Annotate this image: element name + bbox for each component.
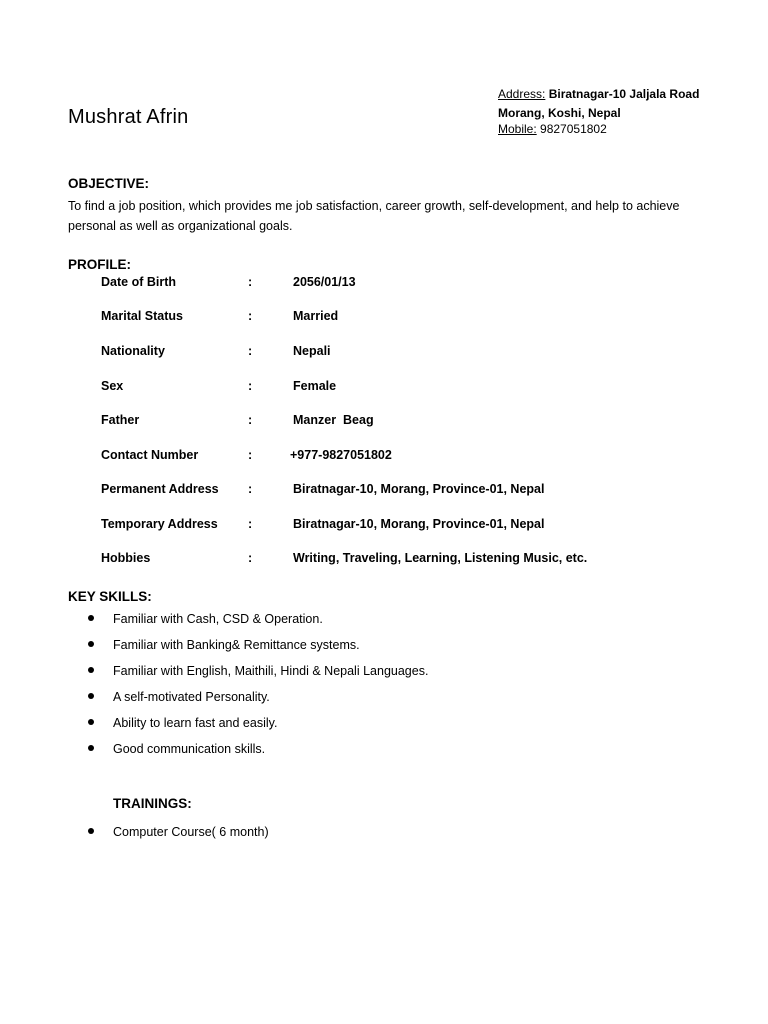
- mobile-value: 9827051802: [540, 122, 607, 136]
- list-item-text: Familiar with Cash, CSD & Operation.: [113, 612, 323, 626]
- profile-label: Date of Birth: [101, 275, 176, 289]
- list-item-text: Familiar with Banking& Remittance systems.: [113, 638, 360, 652]
- profile-label: Contact Number: [101, 448, 199, 462]
- profile-heading: PROFILE:: [68, 257, 131, 272]
- address-value-line1: Biratnagar-10 Jaljala Road: [548, 87, 700, 101]
- list-item-text: Computer Course( 6 month): [113, 825, 269, 839]
- profile-label: Nationality: [101, 344, 165, 358]
- profile-separator: :: [248, 413, 253, 427]
- profile-value: Writing, Traveling, Learning, Listening Music, etc.: [293, 551, 588, 565]
- profile-label: Father: [101, 413, 140, 427]
- profile-separator: :: [248, 551, 253, 565]
- profile-value: +977-9827051802: [290, 448, 392, 462]
- address-line-1: [498, 85, 699, 104]
- objective-text: To find a job position, which provides me job satisfaction, career growth, self-development, and help to achieve personal as well as organizational goals.: [68, 199, 680, 233]
- profile-value: Nepali: [293, 344, 331, 358]
- bullet-icon: [88, 641, 94, 647]
- candidate-name: Mushrat Afrin: [68, 106, 189, 128]
- bullet-icon: [88, 693, 94, 699]
- profile-label: Permanent Address: [101, 482, 219, 496]
- profile-row-sex: [101, 379, 721, 397]
- profile-row-dob: [101, 275, 721, 293]
- profile-row-father: [101, 413, 721, 431]
- bullet-icon: [88, 719, 94, 725]
- contact-block: [498, 85, 699, 139]
- profile-row-marital-status: [101, 309, 721, 327]
- objective-heading: OBJECTIVE:: [68, 176, 150, 191]
- list-item-text: Good communication skills.: [113, 742, 266, 756]
- profile-value: Biratnagar-10, Morang, Province-01, Nepal: [293, 517, 545, 531]
- profile-separator: :: [248, 482, 253, 496]
- bullet-icon: [88, 615, 94, 621]
- bullet-icon: [88, 667, 94, 673]
- profile-row-permanent-address: [101, 482, 721, 500]
- address-value-line2: Morang, Koshi, Nepal: [498, 106, 621, 120]
- profile-value: Manzer Beag: [293, 413, 374, 427]
- address-label: Address:: [498, 87, 546, 101]
- trainings-heading: TRAININGS:: [113, 796, 192, 811]
- mobile-label: Mobile:: [498, 122, 537, 136]
- bullet-icon: [88, 828, 94, 834]
- profile-value: Biratnagar-10, Morang, Province-01, Nepal: [293, 482, 545, 496]
- profile-value: 2056/01/13: [293, 275, 356, 289]
- profile-separator: :: [248, 275, 253, 289]
- profile-label: Hobbies: [101, 551, 151, 565]
- list-item-text: Familiar with English, Maithili, Hindi & Nepali Languages.: [113, 664, 429, 678]
- profile-value: Female: [293, 379, 337, 393]
- profile-label: Sex: [101, 379, 124, 393]
- mobile-line: [498, 120, 699, 139]
- bullet-icon: [88, 745, 94, 751]
- profile-row-hobbies: [101, 551, 721, 569]
- list-item-text: A self-motivated Personality.: [113, 690, 270, 704]
- profile-row-contact-number: [101, 448, 721, 466]
- profile-label: Marital Status: [101, 309, 183, 323]
- list-item-text: Ability to learn fast and easily.: [113, 716, 278, 730]
- profile-value: Married: [293, 309, 339, 323]
- profile-separator: :: [248, 379, 253, 393]
- key-skills-heading: KEY SKILLS:: [68, 589, 152, 604]
- profile-row-nationality: [101, 344, 721, 362]
- profile-separator: :: [248, 309, 253, 323]
- profile-separator: :: [248, 517, 253, 531]
- profile-separator: :: [248, 344, 253, 358]
- profile-label: Temporary Address: [101, 517, 218, 531]
- profile-row-temporary-address: [101, 517, 721, 535]
- profile-separator: :: [248, 448, 253, 462]
